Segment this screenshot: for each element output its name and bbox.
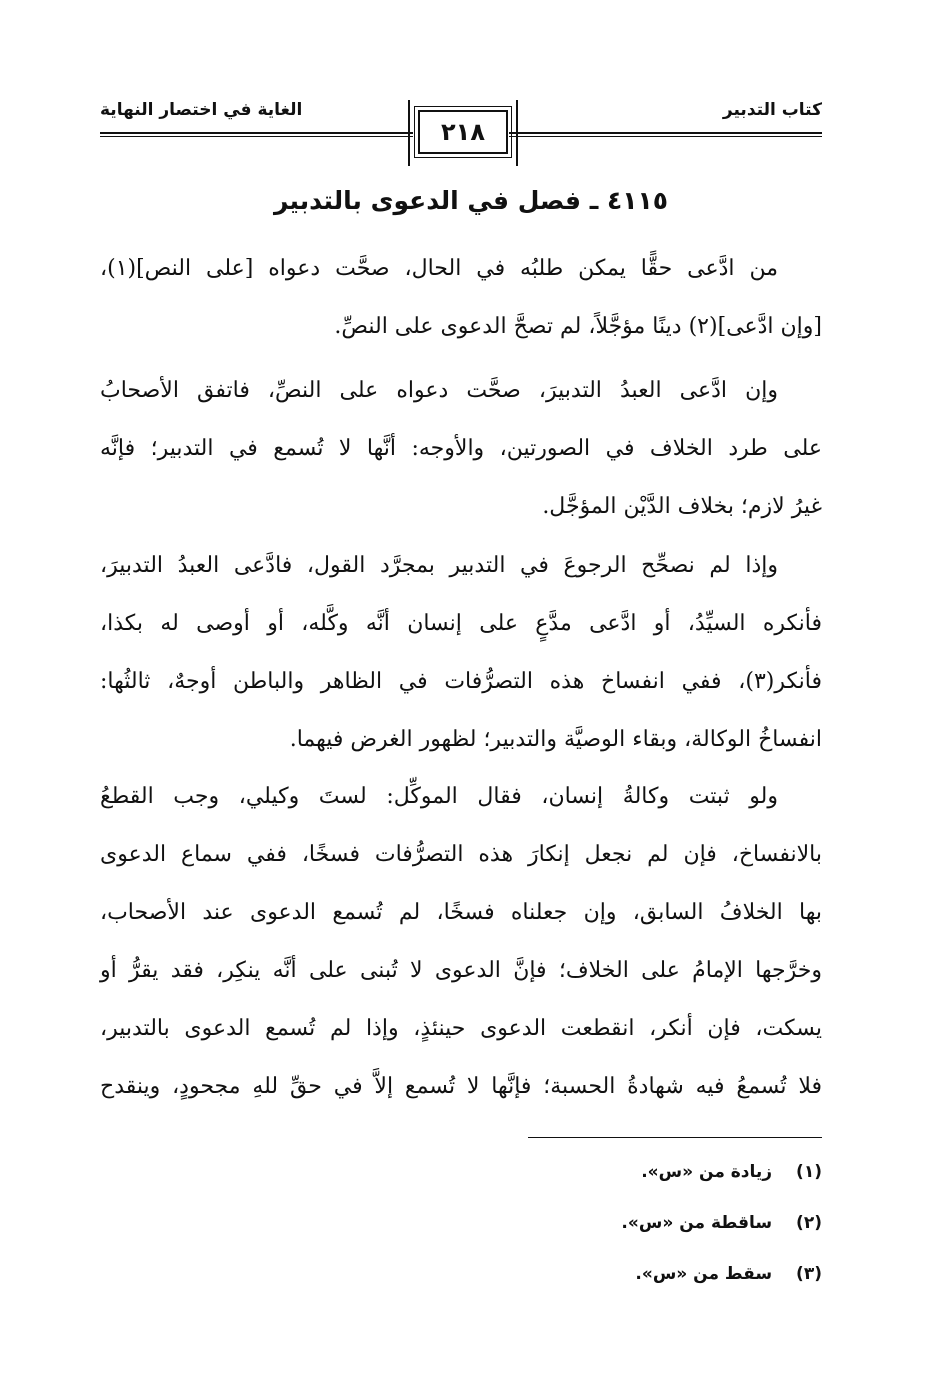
page-header [100, 92, 822, 152]
paragraph-1 [100, 240, 822, 356]
footnote-text: زيادة من «س». [641, 1162, 773, 1182]
text-line: ولو ثبتت وكالةُ إنسان، فقال الموكِّل: لستَ وكيلي، وجب القطعُ [100, 784, 778, 809]
book-title: الغاية في اختصار النهاية [100, 100, 303, 120]
text-line: فلا تُسمعُ فيه شهادةُ الحسبة؛ فإنَّها لا تُسمع إلاَّ في حقِّ للهِ مجحودٍ، وينقدح [100, 1074, 822, 1099]
footnote-number: (٣) [796, 1264, 822, 1284]
footnotes [422, 1152, 822, 1305]
text-line: وخرَّجها الإمامُ على الخلاف؛ فإنَّ الدعوى لا تُبنى على أنَّه ينكِر، فقد يقرُّ أو [100, 958, 822, 983]
text-line: [وإن ادَّعى](٢) دينًا مؤجَّلاً، لم تصحَّ الدعوى على النصِّ. [334, 314, 822, 339]
paragraph-4 [100, 768, 822, 1116]
header-rule-right [509, 132, 822, 137]
header-rule-left [100, 132, 413, 137]
page-number: ٢١٨ [418, 110, 508, 154]
footnote-separator [528, 1137, 822, 1138]
footnote-number: (١) [796, 1162, 822, 1182]
footnote-3 [422, 1254, 822, 1305]
paragraph-3 [100, 537, 822, 769]
text-line: من ادَّعى حقًّا يمكن طلبُه في الحال، صحَّت دعواه [على النص](١)، [100, 256, 778, 281]
text-line: وإن ادَّعى العبدُ التدبيرَ، صحَّت دعواه على النصِّ، فاتفق الأصحابُ [100, 378, 778, 403]
text-line: وإذا لم نصحِّح الرجوعَ في التدبير بمجرَّد القول، فادَّعى العبدُ التدبيرَ، [100, 553, 778, 578]
footnote-text: ساقطة من «س». [621, 1213, 773, 1233]
text-line: غيرُ لازم؛ بخلاف الدَّيْن المؤجَّل. [542, 494, 822, 519]
text-line: يسكت، فإن أنكر، انقطعت الدعوى حينئذٍ، وإذا لم تُسمع الدعوى بالتدبير، [100, 1016, 822, 1041]
footnote-1 [422, 1152, 822, 1203]
text-line: على طرد الخلاف في الصورتين، والأوجه: أنَّها لا تُسمع في التدبير؛ فإنَّه [100, 436, 822, 461]
text-line: بالانفساخ، فإن لم نجعل إنكارَ هذه التصرُّفات فسخًا، ففي سماع الدعوى [100, 842, 822, 867]
text-line: فأنكر(٣)، ففي انفساخ هذه التصرُّفات في الظاهر والباطن أوجهٌ، ثالثُها: [100, 669, 822, 694]
text-line: بها الخلافُ السابق، وإن جعلناه فسخًا، لم تُسمع الدعوى عند الأصحاب، [100, 900, 822, 925]
text-line: انفساخُ الوكالة، وبقاء الوصيَّة والتدبير؛ لظهور الغرض فيهما. [289, 727, 822, 752]
chapter-title: كتاب التدبير [722, 100, 822, 120]
footnote-2 [422, 1203, 822, 1254]
section-title: ٤١١٥ ـ فصل في الدعوى بالتدبير [273, 186, 669, 215]
text-line: فأنكره السيِّدُ، أو ادَّعى مدَّعٍ على إنسان أنَّه وكَّله، أو أوصى له بكذا، [100, 611, 822, 636]
paragraph-2 [100, 362, 822, 536]
footnote-text: سقط من «س». [635, 1264, 773, 1284]
footnote-number: (٢) [796, 1213, 822, 1233]
